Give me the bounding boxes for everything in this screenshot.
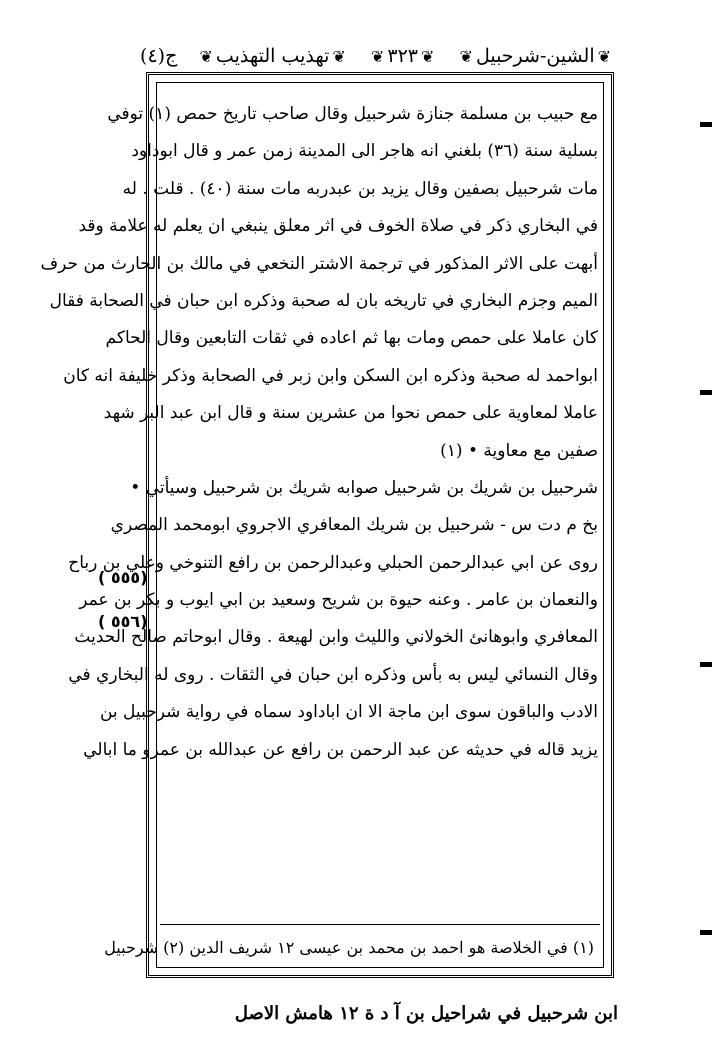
text-line: الادب والباقون سوى ابن ماجة الا ان اباداود سماه في رواية شرحبيل بن: [99, 702, 598, 723]
text-line: مات شرحبيل بصفين وقال يزيد بن عبدربه مات سنة (٤٠) . قلت . له: [122, 178, 598, 199]
entry-line: بخ م دت س - شرحبيل بن شريك المعافري الاجروي ابومحمد المصري: [110, 515, 598, 536]
text-line: روى عن ابي عبدالرحمن الحبلي وعبدالرحمن بن رافع التنوخي وعلي بن رباح: [68, 552, 598, 573]
text-line: في البخاري ذكر في صلاة الخوف في اثر معلق ينبغي ان يعلم له علامة وقد: [78, 216, 598, 237]
text-line: المعافري وابوهانئ الخولاني والليث وابن لهيعة . وقال ابوحاتم صالح الحديث: [74, 627, 598, 648]
margin-tick: [700, 662, 712, 667]
text-line: ابواحمد له صحبة وذكره ابن السكن وابن زبر في الصحابة وذكر خليفة انه كان: [63, 365, 598, 386]
text-line: الميم وجزم البخاري في تاريخه بان له صحبة وذكره ابن حبان في الصحابة فقال: [49, 290, 598, 311]
text-line: والنعمان بن عامر . وعنه حيوة بن شريح وسعيد بن ابي ايوب و بكر بن عمر: [79, 590, 598, 611]
margin-tick: [700, 930, 712, 935]
text-line: بسلية سنة (٣٦) بلغني انه هاجر الى المدينة زمن عمر و قال ابوداود: [131, 141, 598, 162]
ornament-icon: ❦: [199, 47, 213, 66]
ornament-icon: ❦: [370, 47, 385, 66]
ornament-icon: ❦: [420, 47, 435, 66]
ornament-icon: ❦: [597, 47, 611, 66]
entry-number-555: ( ٥٥٥): [98, 568, 148, 587]
header-title: ❦تهذيب التهذيب❦: [199, 45, 346, 67]
header-entry: ❦الشين-شرحبيل❦: [459, 45, 611, 67]
footnote: (١) في الخلاصة هو احمد بن محمد بن عيسى ١٢ شريف الدين (٢) شرحبيل: [104, 938, 594, 957]
footnote-divider: [160, 924, 600, 925]
margin-annotation: ابن شرحبيل في شراحيل بن آ د ة ١٢ هامش الاصل: [234, 1003, 618, 1024]
entry-line: شرحبيل بن شريك بن شرحبيل صوابه شريك بن شرحبيل وسيأتي •: [130, 477, 598, 498]
text-line: كان عاملا على حمص ومات بها ثم اعاده في ثقات التابعين وقال الحاكم: [105, 328, 598, 349]
text-line: يزيد قاله في حديثه عن عبد الرحمن بن رافع عن عبدالله بن عمرو ما ابالي: [83, 739, 598, 760]
ornament-icon: ❦: [459, 47, 473, 66]
text-line: عاملا لمعاوية على حمص نحوا من عشرين سنة و قال ابن عبد البر شهد: [103, 403, 598, 424]
page-number: ❦٣٢٣❦: [370, 45, 435, 67]
text-line: وقال النسائي ليس به بأس وذكره ابن حبان في الثقات . روى له البخاري في: [68, 664, 598, 685]
margin-tick: [700, 390, 712, 395]
ornament-icon: ❦: [332, 47, 346, 66]
text-line: مع حبيب بن مسلمة جنازة شرحبيل وقال صاحب تاريخ حمص (١) توفي: [107, 104, 598, 124]
text-line: أبهت على الاثر المذكور في ترجمة الاشتر النخعي في مالك بن الحارث من حرف: [40, 253, 598, 274]
entry-number-556: ( ٥٥٦): [98, 612, 148, 631]
text-line: صفين مع معاوية • (١): [440, 440, 598, 461]
running-header: [140, 40, 614, 72]
margin-tick: [700, 122, 712, 127]
header-volume: ج(٤): [140, 45, 178, 67]
